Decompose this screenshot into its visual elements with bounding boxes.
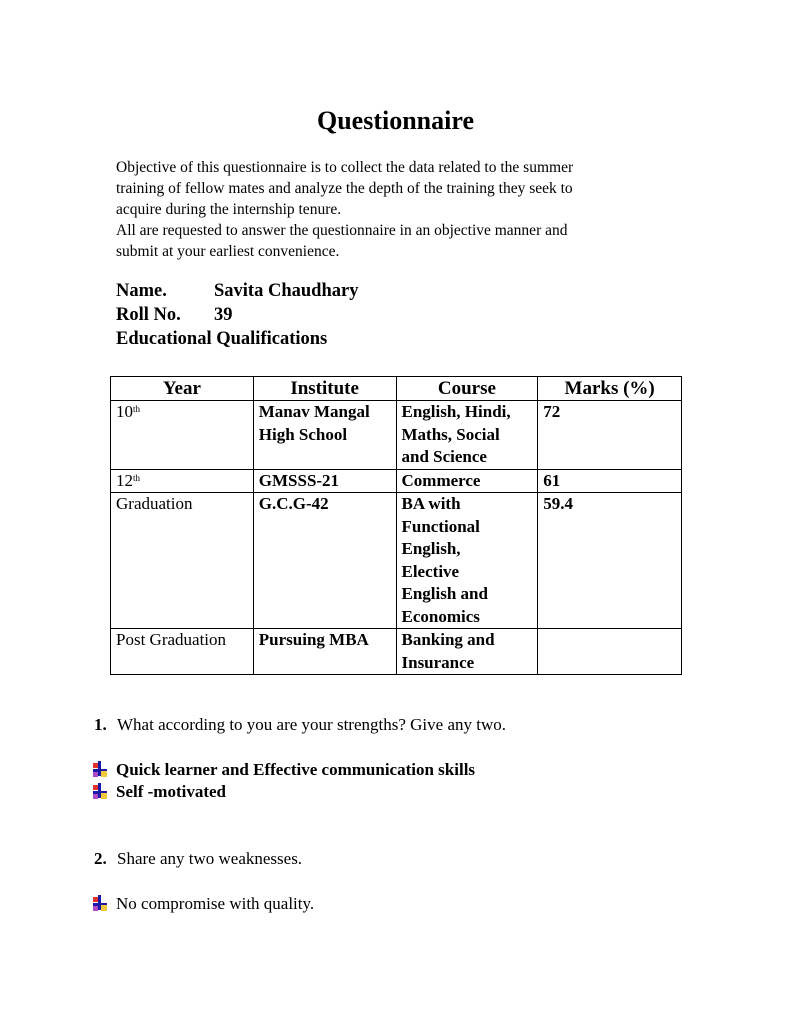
intro-line: submit at your earliest convenience. — [116, 243, 340, 260]
year-cell: Post Graduation — [111, 629, 254, 675]
answer-text: Self -motivated — [116, 782, 227, 801]
name-value: Savita Chaudhary — [214, 281, 359, 301]
colorful-cross-bullet-icon — [91, 895, 108, 911]
question-1 — [94, 715, 506, 735]
institute-cell: GMSSS-21 — [253, 469, 396, 493]
answer-item — [91, 894, 314, 914]
roll-label: Roll No. — [116, 305, 181, 325]
question-2 — [94, 849, 302, 869]
marks-cell: 72 — [538, 401, 682, 470]
colorful-cross-bullet-icon — [91, 761, 108, 777]
table-row — [111, 469, 682, 493]
answer-text: No compromise with quality. — [116, 894, 315, 913]
marks-cell: 61 — [538, 469, 682, 493]
table-row — [111, 493, 682, 629]
answer-item — [91, 760, 475, 780]
course-cell: English, Hindi, Maths, Social and Science — [396, 401, 538, 470]
colorful-cross-bullet-icon — [91, 783, 108, 799]
answer-text: Quick learner and Effective communication skills — [116, 760, 476, 779]
intro-line: acquire during the internship tenure. — [116, 201, 342, 218]
question-number: 2. — [94, 849, 107, 868]
education-heading: Educational Qualifications — [116, 329, 328, 349]
intro-line: All are requested to answer the questionnaire in an objective manner and — [116, 222, 568, 239]
name-field — [116, 281, 358, 302]
column-header-marks: Marks (%) — [538, 377, 682, 401]
course-cell: Commerce — [396, 469, 538, 493]
table-header-row — [111, 377, 682, 401]
column-header-institute: Institute — [253, 377, 396, 401]
institute-cell: Pursuing MBA — [253, 629, 396, 675]
institute-cell: G.C.G-42 — [253, 493, 396, 629]
institute-cell: Manav Mangal High School — [253, 401, 396, 470]
name-label: Name. — [116, 281, 167, 301]
intro-line: training of fellow mates and analyze the depth of the training they seek to — [116, 180, 573, 197]
column-header-course: Course — [396, 377, 538, 401]
marks-cell: 59.4 — [538, 493, 682, 629]
question-text: Share any two weaknesses. — [117, 849, 303, 868]
document-title: Questionnaire — [317, 106, 474, 135]
roll-field — [116, 305, 233, 326]
table-row — [111, 401, 682, 470]
intro-paragraph — [116, 157, 676, 262]
intro-line: Objective of this questionnaire is to collect the data related to the summer — [116, 159, 574, 176]
education-table — [110, 376, 682, 675]
answer-item — [91, 782, 226, 802]
question-number: 1. — [94, 715, 107, 734]
column-header-year: Year — [111, 377, 254, 401]
course-cell: BA with Functional English, Elective English and Economics — [396, 493, 538, 629]
year-cell: 10th — [111, 401, 254, 470]
year-cell: Graduation — [111, 493, 254, 629]
course-cell: Banking and Insurance — [396, 629, 538, 675]
question-text: What according to you are your strengths? Give any two. — [117, 715, 506, 734]
marks-cell — [538, 629, 682, 675]
roll-value: 39 — [214, 305, 233, 325]
year-cell: 12th — [111, 469, 254, 493]
table-row — [111, 629, 682, 675]
